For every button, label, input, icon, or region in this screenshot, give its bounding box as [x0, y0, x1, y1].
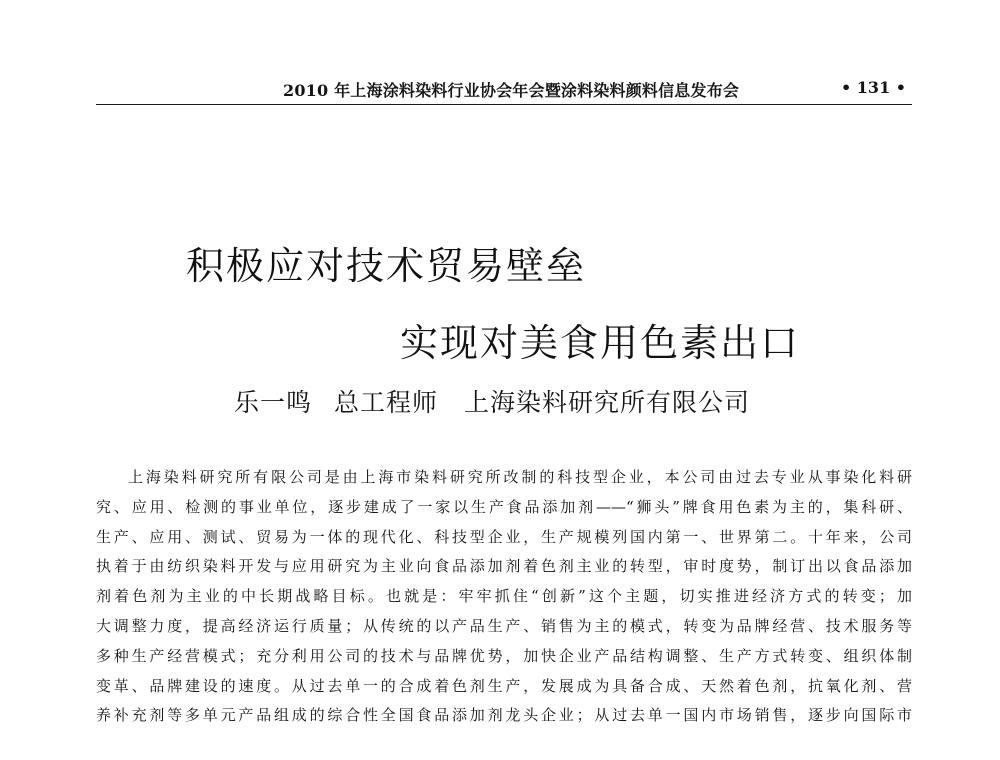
conference-title: 2010 年上海涂料染料行业协会年会暨涂料染料颜料信息发布会 — [283, 81, 740, 100]
body-line: 变革、品牌建设的速度。从过去单一的合成着色剂生产，发展成为具备合成、天然着色剂，抗氧化剂、营 — [96, 676, 912, 695]
author-role: 总工程师 — [334, 388, 439, 417]
body-line: 究、应用、检测的事业单位，逐步建成了一家以生产食品添加剂——“狮头”牌食用色素为主的，集科研、 — [96, 497, 912, 516]
body-line: 剂着色剂为主业的中长期战略目标。也就是：牢牢抓住“创新”这个主题，切实推进经济方式的转变；加 — [96, 587, 912, 606]
author-organization: 上海染料研究所有限公司 — [464, 388, 751, 417]
body-line: 上海染料研究所有限公司是由上海市染料研究所改制的科技型企业，本公司由过去专业从事染化料研 — [128, 468, 912, 486]
page-number: • 131 • — [841, 78, 906, 97]
body-line: 执着于由纺织染料开发与应用研究为主业向食品添加剂着色剂主业的转型，审时度势，制订出以食品添加 — [96, 557, 912, 576]
body-line: 生产、应用、测试、贸易为一体的现代化、科技型企业，生产规模列国内第一、世界第二。十年来，公司 — [96, 527, 912, 546]
body-line: 大调整力度，提高经济运行质量；从传统的以产品生产、销售为主的模式，转变为品牌经营、技术服务等 — [96, 616, 912, 635]
author-byline — [234, 383, 750, 419]
article-title-line-2: 实现对美食用色素出口 — [400, 321, 801, 365]
body-line: 多种生产经营模式；充分利用公司的技术与品牌优势，加快企业产品结构调整、生产方式转变、组织体制 — [96, 646, 912, 665]
author-name: 乐一鸣 — [234, 388, 313, 417]
article-body — [96, 463, 912, 731]
body-line: 养补充剂等多单元产品组成的综合性全国食品添加剂龙头企业；从过去单一国内市场销售，逐步向国际市 — [96, 706, 912, 725]
article-title-line-1: 积极应对技术贸易壁垒 — [186, 244, 587, 288]
running-header — [96, 76, 912, 105]
